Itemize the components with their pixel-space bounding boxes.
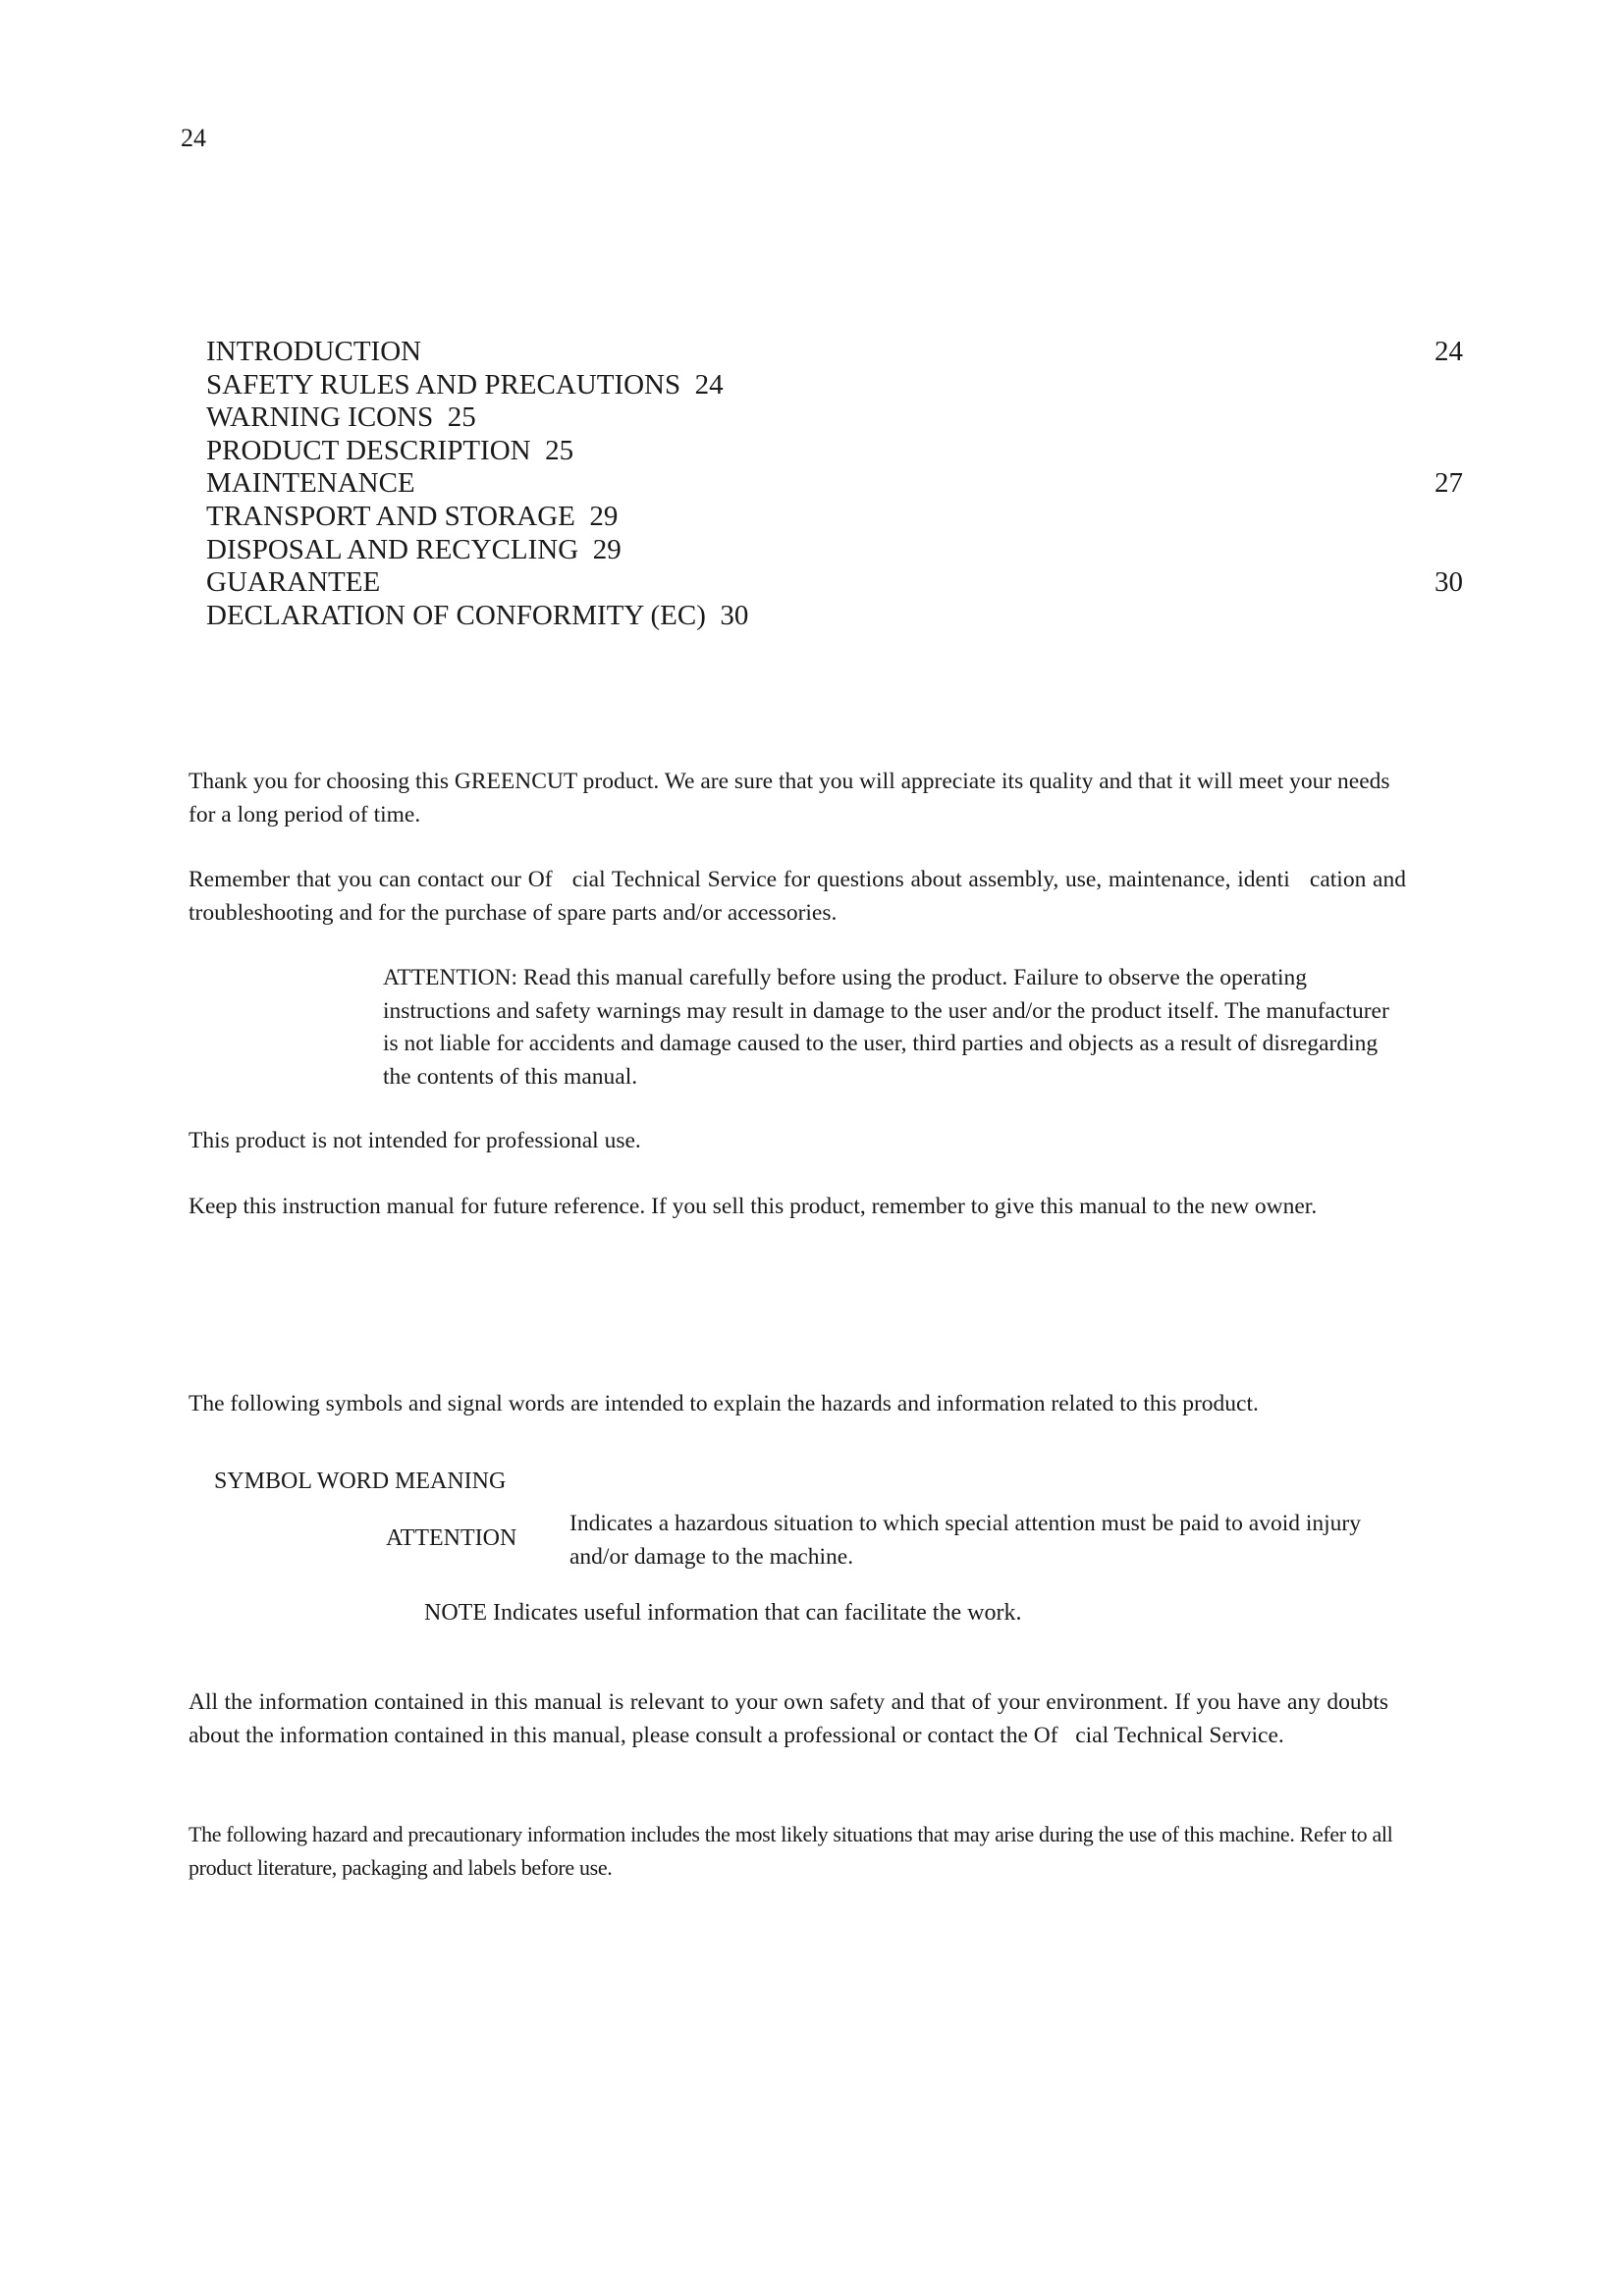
symbol-word-attention: ATTENTION — [386, 1525, 517, 1551]
intro-contact-paragraph: Remember that you can contact our Of cial Technical Service for questions about assembly, use, maintenance, identi cation and troubleshooting and for the purchase of spare parts and/or accessories. — [189, 867, 1412, 926]
toc-page: 29 — [589, 500, 619, 532]
table-of-contents — [206, 336, 1463, 632]
toc-title: PRODUCT DESCRIPTION — [206, 434, 531, 466]
toc-page: 25 — [545, 434, 574, 466]
toc-page: 30 — [1435, 566, 1463, 599]
toc-page: 24 — [1435, 336, 1463, 367]
toc-title: INTRODUCTION — [206, 336, 422, 367]
keep-manual-paragraph: Keep this instruction manual for future reference. If you sell this product, remember to give this manual to the new owner. — [189, 1194, 1318, 1219]
not-professional-paragraph: This product is not intended for professional use. — [189, 1128, 641, 1153]
symbol-meaning-attention: Indicates a hazardous situation to which special attention must be paid to avoid injury and/or damage to the machine. — [569, 1511, 1361, 1570]
toc-title: WARNING ICONS — [206, 401, 434, 434]
toc-entry-declaration — [206, 600, 1463, 633]
toc-entry-warning-icons — [206, 401, 1463, 435]
toc-title: TRANSPORT AND STORAGE — [206, 500, 575, 532]
intro-thanks-paragraph: Thank you for choosing this GREENCUT product. We are sure that you will appreciate its quality and that it will meet your needs for a long period of time. — [189, 769, 1390, 828]
toc-title: SAFETY RULES AND PRECAUTIONS — [206, 368, 681, 400]
toc-entry-guarantee — [206, 566, 1463, 600]
toc-entry-introduction — [206, 336, 1463, 369]
toc-entry-transport-storage — [206, 501, 1463, 534]
toc-page: 25 — [447, 401, 476, 434]
toc-page: 30 — [720, 599, 749, 631]
toc-title: MAINTENANCE — [206, 467, 415, 500]
safety-relevance-paragraph: All the information contained in this manual is relevant to your own safety and that of your environment. If you have any doubts about the information contained in this manual, please consult a professional or contact the Of cial Technical Service. — [189, 1689, 1394, 1748]
page-number: 24 — [181, 124, 206, 152]
toc-title: GUARANTEE — [206, 566, 381, 599]
toc-entry-maintenance — [206, 467, 1463, 501]
toc-entry-product-description — [206, 435, 1463, 468]
symbol-table-header: SYMBOL WORD MEANING — [214, 1468, 507, 1494]
toc-entry-safety-rules — [206, 369, 1463, 402]
toc-page: 24 — [694, 368, 724, 400]
toc-title: DISPOSAL AND RECYCLING — [206, 533, 579, 565]
toc-page: 27 — [1435, 467, 1463, 500]
symbols-intro-paragraph: The following symbols and signal words are intended to explain the hazards and information related to this product. — [189, 1391, 1259, 1416]
hazard-info-paragraph: The following hazard and precautionary information includes the most likely situations that may arise during the use of this machine. Refer to all product literature, packaging and labels before use. — [189, 1822, 1393, 1880]
symbol-note-line: NOTE Indicates useful information that can facilitate the work. — [424, 1600, 1022, 1626]
attention-notice: ATTENTION: Read this manual carefully before using the product. Failure to observe the operating instructions and safety warnings may result in damage to the user and/or the product itself. The manufacturer is not liable for accidents and damage caused to the user, third parties and objects as a result of disregarding the contents of this manual. — [383, 965, 1389, 1090]
toc-entry-disposal-recycling — [206, 534, 1463, 567]
toc-title: DECLARATION OF CONFORMITY (EC) — [206, 599, 706, 631]
toc-page: 29 — [592, 533, 622, 565]
